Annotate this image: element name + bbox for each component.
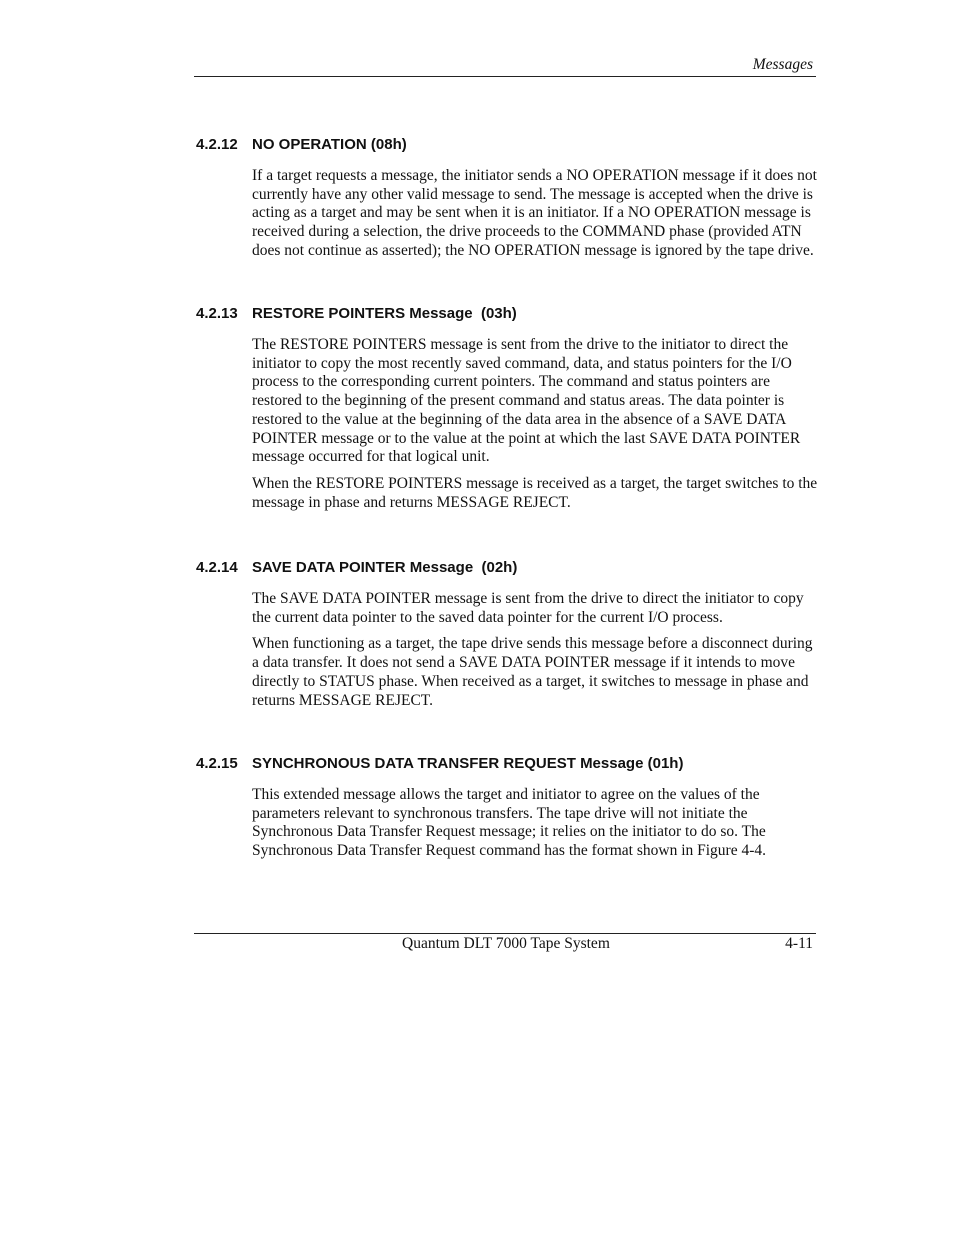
section-heading — [196, 136, 818, 153]
paragraph: The SAVE DATA POINTER message is sent from the drive to direct the initiator to copy the current data pointer to the saved data pointer for the current I/O process. — [252, 590, 804, 626]
page-number: 4-11 — [785, 935, 813, 952]
section-number: 4.2.12 — [196, 136, 238, 153]
section-number: 4.2.15 — [196, 755, 238, 772]
section-4-2-13 — [196, 305, 818, 520]
section-title: NO OPERATION (08h) — [252, 136, 407, 153]
footer-rule — [194, 933, 816, 934]
section-4-2-15 — [196, 755, 818, 869]
running-header: Messages — [752, 56, 813, 73]
paragraph: The RESTORE POINTERS message is sent from the drive to the initiator to direct the initiator to copy the most recently saved command, data, and status pointers for the I/O process to the corresponding current pointers. The command and status pointers are restored to the beginning of the present command and status areas. The data pointer is restored to the value at the beginning of the data area in the absence of a SAVE DATA POINTER message or to the value at the point at which the last SAVE DATA POINTER message occurred for that logical unit. — [252, 336, 801, 466]
header-rule — [194, 76, 816, 77]
paragraph: If a target requests a message, the initiator sends a NO OPERATION message if it does not currently have any other valid message to send. The message is accepted when the drive is acting as a target and may be sent when it is an initiator. If a NO OPERATION message is received during a selection, the drive proceeds to the COMMAND phase (provided ATN does not continue as asserted); the NO OPERATION message is ignored by the tape drive. — [252, 167, 817, 259]
paragraph: When the RESTORE POINTERS message is received as a target, the target switches to the message in phase and returns MESSAGE REJECT. — [252, 474, 818, 511]
section-4-2-12 — [196, 136, 818, 269]
paragraph: When functioning as a target, the tape drive sends this message before a disconnect during a data transfer. It does not send a SAVE DATA POINTER message if it intends to move directly to STATUS phase. When received as a target, it switches to message in phase and returns MESSAGE REJECT. — [252, 635, 813, 709]
footer-title: Quantum DLT 7000 Tape System — [402, 935, 610, 952]
section-title: SAVE DATA POINTER Message (02h) — [252, 559, 518, 576]
section-4-2-14 — [196, 559, 818, 718]
section-heading — [196, 755, 818, 772]
section-number: 4.2.14 — [196, 559, 238, 576]
section-heading — [196, 305, 818, 322]
section-number: 4.2.13 — [196, 305, 238, 322]
paragraph: This extended message allows the target and initiator to agree on the values of the parameters relevant to synchronous transfers. The tape drive will not initiate the Synchronous Data Transfer Request message; it relies on the initiator to do so. The Synchronous Data Transfer Request command has the format shown in Figure 4-4. — [252, 786, 767, 860]
section-title: SYNCHRONOUS DATA TRANSFER REQUEST Message (01h) — [252, 755, 684, 772]
section-heading — [196, 559, 818, 576]
section-title: RESTORE POINTERS Message (03h) — [252, 305, 517, 322]
